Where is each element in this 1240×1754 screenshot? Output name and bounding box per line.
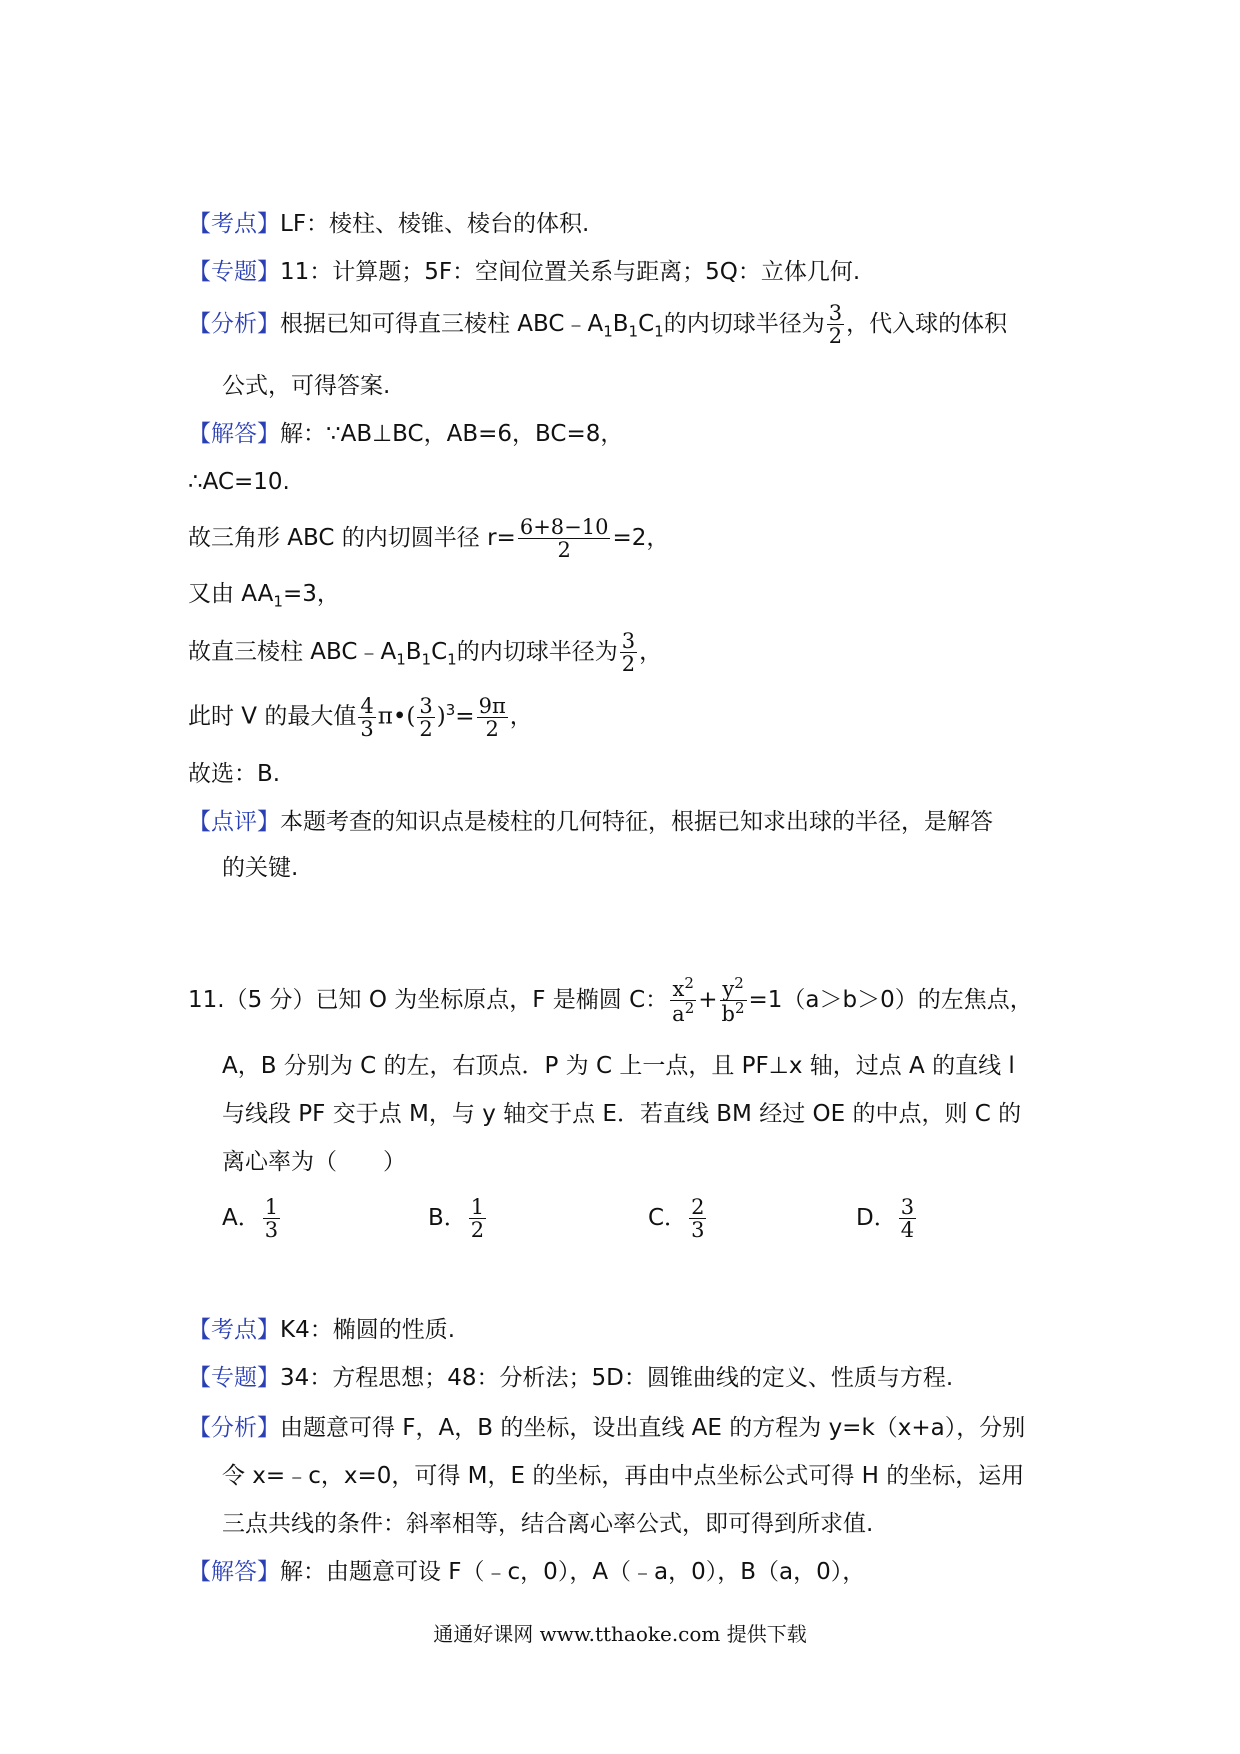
kaodian-tag: 【考点】 <box>188 211 280 237</box>
footer-watermark: 通通好课网 www.tthaoke.com 提供下载 <box>433 1622 807 1646</box>
dianping-text: 本题考查的知识点是棱柱的几何特征，根据已知求出球的半径，是解答 <box>280 809 993 835</box>
fraction-nine-pi-halves: $\frac{9\pi}{2}$ <box>478 693 506 741</box>
fraction-three-halves: $\frac{3}{2}$ <box>419 693 433 741</box>
fenxi-line2: 公式，可得答案. <box>222 373 391 399</box>
fraction-x2-a2: $\frac{x^2}{a^2}$ <box>672 974 695 1027</box>
dianping-row-1-cont: 的关键. <box>222 855 299 881</box>
step-3: 又由 $AA_1=3$， <box>188 581 340 611</box>
fenxi-tag: 【分析】 <box>188 311 280 338</box>
kaodian-row-2: 【考点】K4：椭圆的性质. <box>188 1317 456 1343</box>
jieda-text: 解：∵AB⊥BC，AB=6，BC=8， <box>280 421 624 447</box>
fraction-y2-b2: $\frac{y^2}{b^2}$ <box>721 974 745 1027</box>
fenxi-text-a: 根据已知可得直三棱柱 ABC﹣A <box>280 311 604 338</box>
option-b: B． $\frac{1}{2}$ <box>428 1195 485 1243</box>
kaodian-row-1 <box>188 208 589 240</box>
question-11-line2: A，B 分别为 C 的左，右顶点．P 为 C 上一点，且 PF⊥x 轴，过点 A 的直线 l <box>222 1053 1015 1079</box>
fenxi-row-2-cont-2: 三点共线的条件：斜率相等，结合离心率公式，即可得到所求值. <box>222 1511 874 1537</box>
fenxi-text-c: ，代入球的体积 <box>846 311 1008 338</box>
letter-b: B <box>612 311 629 338</box>
question-11-line4: 离心率为（ ） <box>222 1149 406 1175</box>
question-11-stem: 11.（5 分）已知 O 为坐标原点，F 是椭圆 C： $\frac{x^2}{a^2}$ + $\frac{y^2}{b^2}$ =1（a＞b＞0）的左焦点， <box>188 974 1033 1027</box>
fraction-three-halves: $\frac{3}{2}$ <box>828 301 843 349</box>
fraction-three-halves: $\frac{3}{2}$ <box>621 629 636 677</box>
question-11-line3: 与线段 PF 交于点 M，与 y 轴交于点 E．若直线 BM 经过 OE 的中点，则 C 的 <box>222 1101 1022 1127</box>
subscript: 1 <box>654 322 664 341</box>
zhuanti-tag: 【专题】 <box>188 259 280 285</box>
fraction-four-thirds: $\frac{4}{3}$ <box>360 693 374 741</box>
step-2: 故三角形 ABC 的内切圆半径 r= $\frac{6+8-10}{2}$ =2， <box>188 515 670 563</box>
kaodian-tag: 【考点】 <box>188 1317 280 1343</box>
zhuanti-text: 11：计算题；5F：空间位置关系与距离；5Q：立体几何. <box>280 259 861 285</box>
jieda-tag: 【解答】 <box>188 421 280 447</box>
zhuanti-row-1 <box>188 256 860 288</box>
fenxi-text-b: 的内切球半径为 <box>663 311 825 338</box>
zhuanti-row-2: 【专题】34：方程思想；48：分析法；5D：圆锥曲线的定义、性质与方程. <box>188 1365 954 1391</box>
jieda-row-2: 【解答】解：由题意可设 F（﹣c，0），A（﹣a，0），B（a，0）， <box>188 1559 866 1585</box>
subscript: 1 <box>603 322 613 341</box>
option-d: D． $\frac{3}{4}$ <box>856 1195 915 1243</box>
option-c: C． $\frac{2}{3}$ <box>648 1195 705 1243</box>
letter-c: C <box>638 311 655 338</box>
fenxi-tag: 【分析】 <box>188 1415 280 1441</box>
dianping-row-1 <box>188 806 993 838</box>
fenxi-row-1-cont <box>222 370 390 402</box>
dianping-tag: 【点评】 <box>188 809 280 835</box>
subscript: 1 <box>628 322 639 341</box>
zhuanti-tag: 【专题】 <box>188 1365 280 1391</box>
jieda-row-1 <box>188 418 623 450</box>
jieda-tag: 【解答】 <box>188 1559 280 1585</box>
fenxi-row-2: 【分析】由题意可得 F，A，B 的坐标，设出直线 AE 的方程为 y=k（x+a），分别 <box>188 1415 1026 1441</box>
answer-row: 故选：B. <box>188 761 281 787</box>
fraction-inradius: $\frac{6+8-10}{2}$ <box>519 515 609 563</box>
step-1: ∴AC=10. <box>188 469 290 495</box>
fenxi-row-2-cont-1: 令 x=﹣c，x=0，可得 M，E 的坐标，再由中点坐标公式可得 H 的坐标，运用 <box>222 1463 1025 1489</box>
step-4: 故直三棱柱 $ABC﹣A_1B_1C_1$的内切球半径为 $\frac{3}{2}$ ， <box>188 629 663 677</box>
fenxi-row-1 <box>188 302 1007 348</box>
option-a: A． $\frac{1}{3}$ <box>222 1195 279 1243</box>
kaodian-text: LF：棱柱、棱锥、棱台的体积. <box>280 211 590 237</box>
step-5: 此时 V 的最大值 $\frac{4}{3}$ π•( $\frac{3}{2}$ )$^3$= $\frac{9\pi}{2}$ ， <box>188 693 533 741</box>
